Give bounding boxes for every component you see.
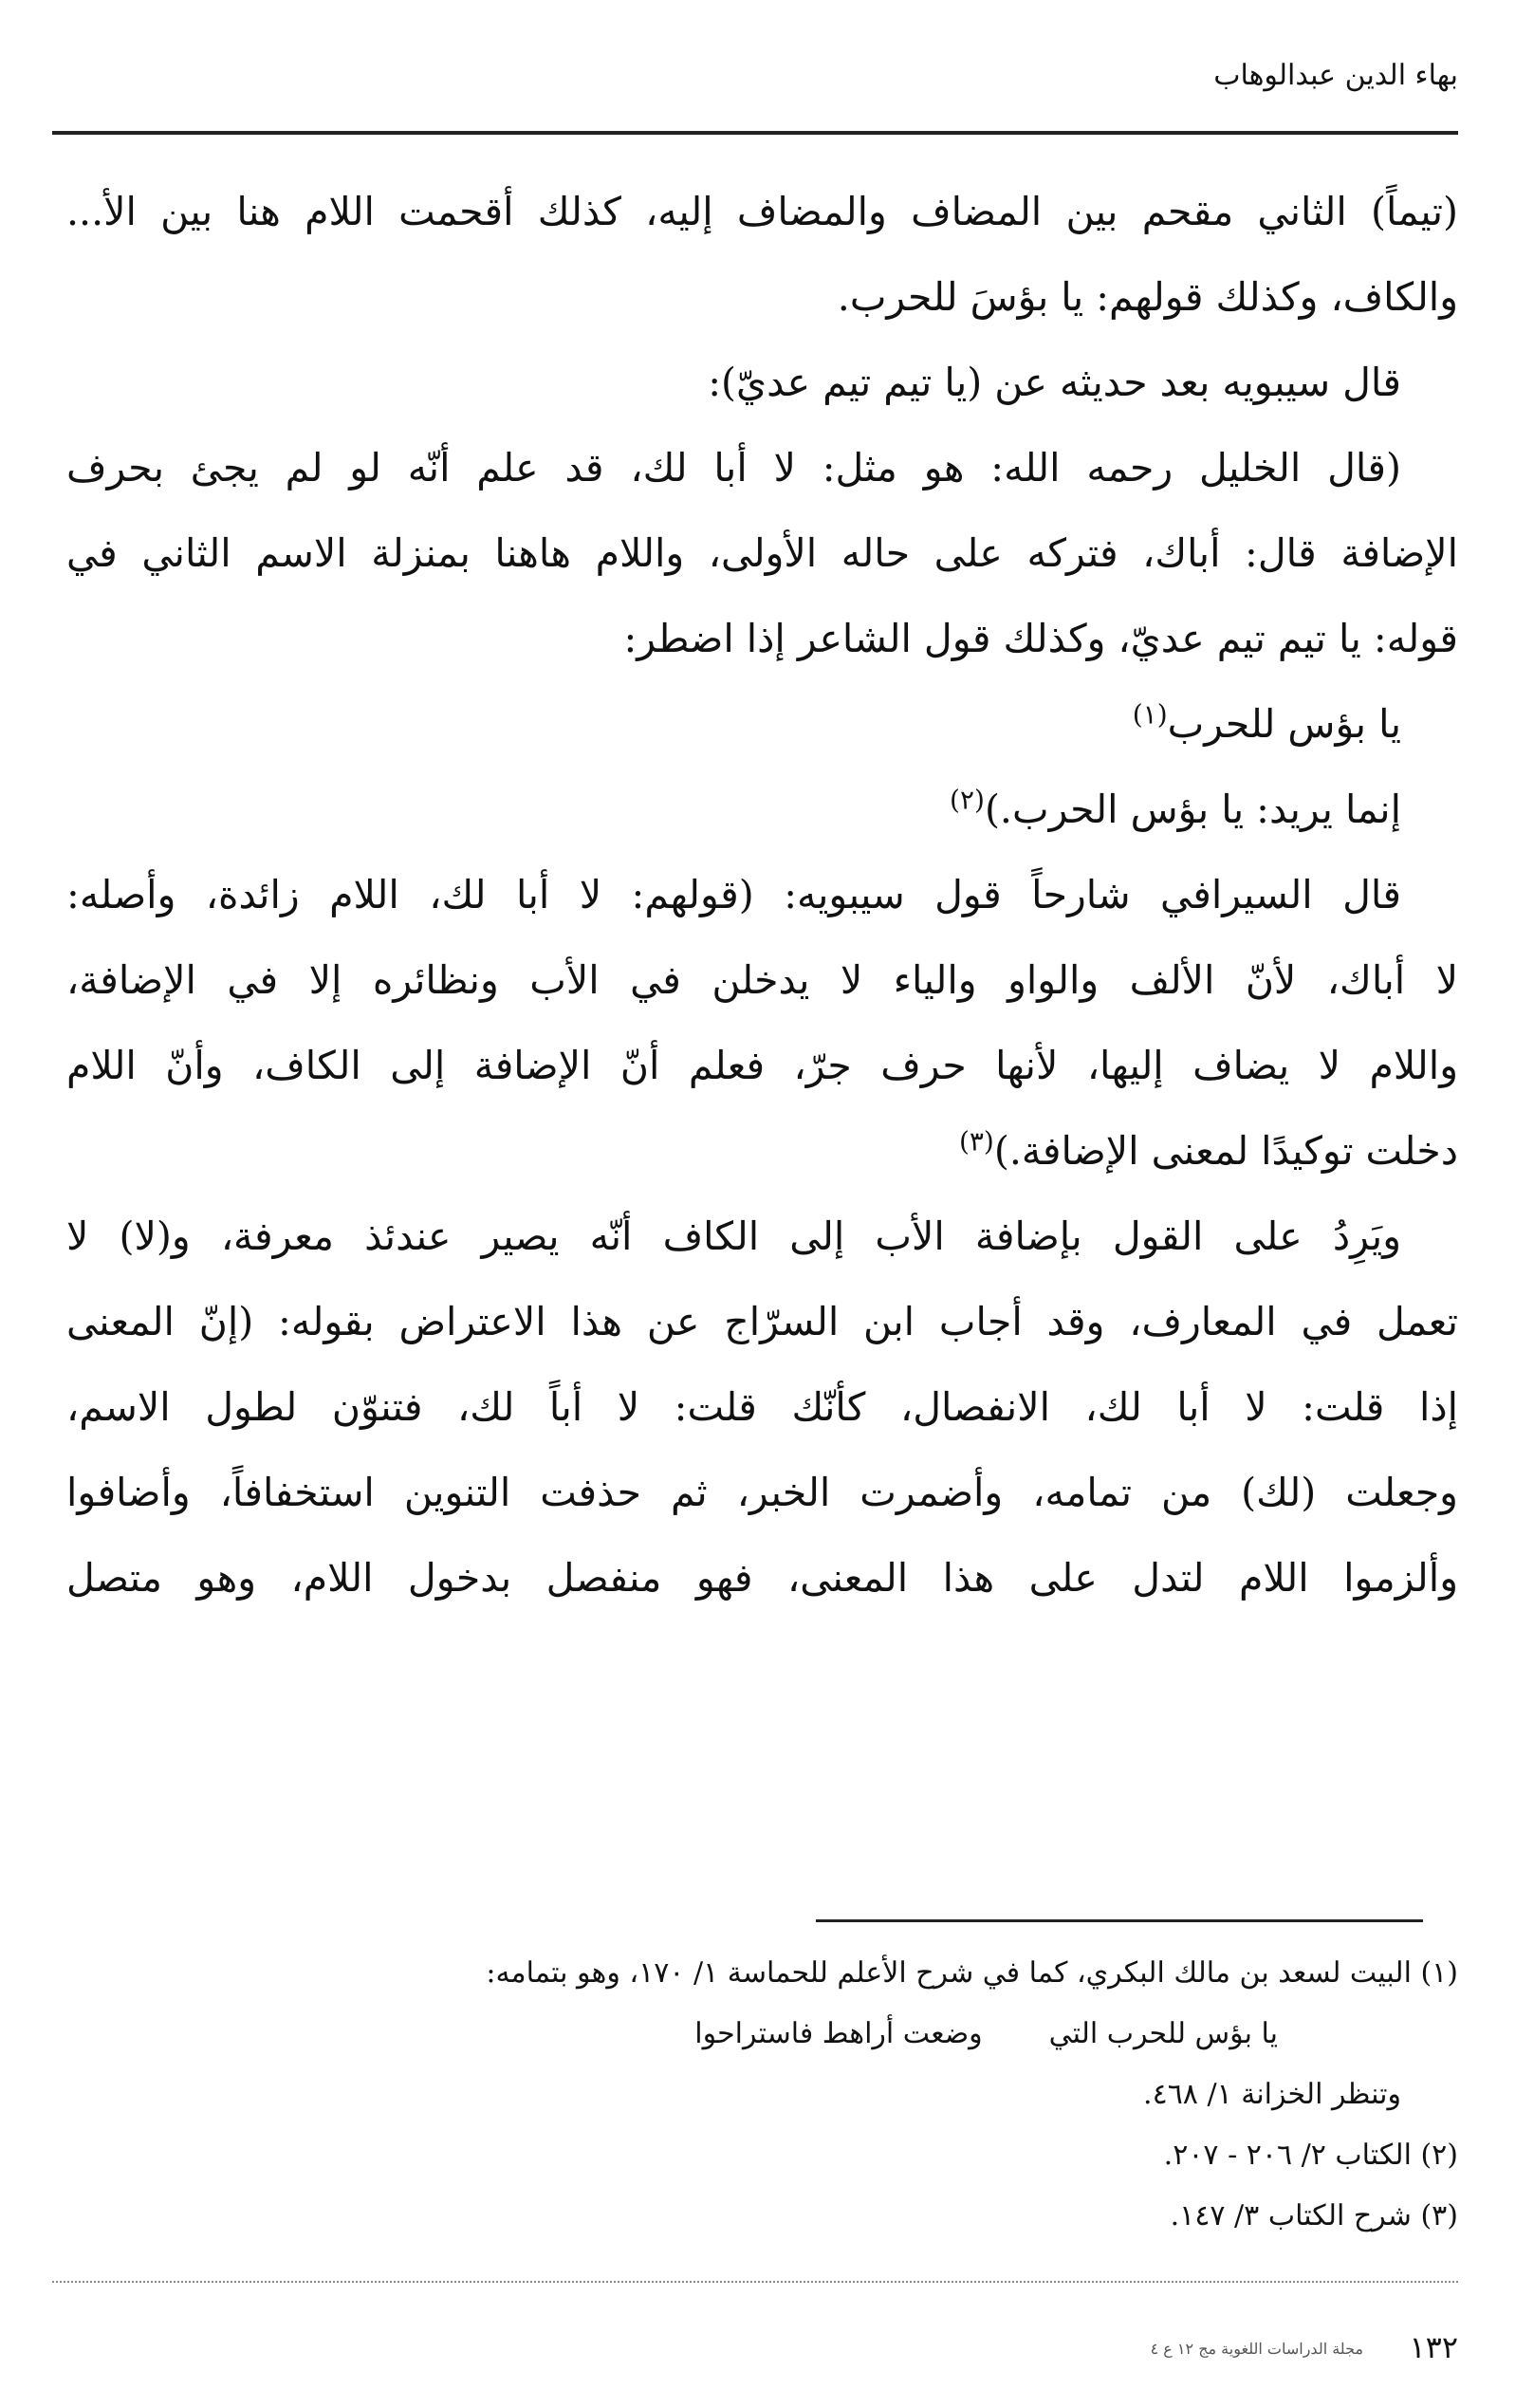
footnote-ref-1[interactable]: (١) xyxy=(1132,698,1168,731)
footnote-1-verse xyxy=(190,2004,1458,2065)
text-line: إنما يريد: يا بؤس الحرب.)$^{(٢)}$ xyxy=(950,784,1401,832)
text-line: قال سيبويه بعد حديثه عن (يا تيم تيم عديّ): xyxy=(708,360,1401,405)
text-line: (تيماً) الثاني مقحم بين المضاف والمضاف إليه، كذلك أقحمت اللام هنا بين الأ... xyxy=(66,189,1458,234)
text-line: واللام لا يضاف إليها، لأنها حرف جرّ، فعلم أنّ الإضافة إلى الكاف، وأنّ اللام xyxy=(66,1043,1458,1088)
verse-second-hemistich: وضعت أراهط فاستراحوا xyxy=(694,2017,983,2050)
text-line: تعمل في المعارف، وقد أجاب ابن السرّاج عن هذا الاعتراض بقوله: (إنّ المعنى xyxy=(66,1299,1458,1344)
text-line: لا أباك، لأنّ الألف والواو والياء لا يدخلن في الأب ونظائره إلا في الإضافة، xyxy=(66,957,1458,1003)
header-rule xyxy=(52,131,1458,135)
footnote-1-continuation: وتنظر الخزانة ١/ ٤٦٨. xyxy=(1143,2078,1401,2111)
footnotes xyxy=(190,1943,1458,2247)
main-text xyxy=(66,169,1458,1621)
text-line: إذا قلت: لا أبا لك، الانفصال، كأنّك قلت: لا أباً لك، فتنوّن لطول الاسم، xyxy=(66,1384,1458,1430)
journal-citation: مجلة الدراسات اللغوية مج ١٢ ع ٤ xyxy=(1150,2340,1363,2358)
text-line: يا بؤس للحرب$^{(١)}$ xyxy=(1132,698,1401,747)
text-line: وجعلت (لك) من تمامه، وأضمرت الخبر، ثم حذفت التنوين استخفافاً، وأضافوا xyxy=(66,1470,1458,1515)
text-line: والكاف، وكذلك قولهم: يا بؤسَ للحرب. xyxy=(837,274,1458,320)
footnote-ref-2[interactable]: (٢) xyxy=(950,784,985,816)
text-line: ويَرِدُ على القول بإضافة الأب إلى الكاف أنّه يصير عندئذ معرفة، و(لا) لا xyxy=(66,1213,1401,1259)
footer-rule xyxy=(52,2281,1458,2283)
text-line: دخلت توكيدًا لمعنى الإضافة.)$^{(٣)}$ xyxy=(958,1125,1458,1174)
footnote-3: (٣) شرح الكتاب ٣/ ١٤٧. xyxy=(1170,2199,1458,2232)
text-line: الإضافة قال: أباك، فتركه على حاله الأولى، واللام هاهنا بمنزلة الاسم الثاني في xyxy=(66,530,1458,576)
verse-first-hemistich: يا بؤس للحرب التي xyxy=(1048,2017,1278,2050)
text-line: قوله: يا تيم تيم عديّ، وكذلك قول الشاعر إذا اضطر: xyxy=(623,616,1458,661)
text-line: قال السيرافي شارحاً قول سيبويه: (قولهم: لا أبا لك، اللام زائدة، وأصله: xyxy=(66,872,1401,917)
footnote-1: (١) البيت لسعد بن مالك البكري، كما في شرح الأعلم للحماسة ١/ ١٧٠، وهو بتمامه: xyxy=(486,1956,1458,1990)
footnote-separator xyxy=(816,1919,1423,1922)
text-line: (قال الخليل رحمه الله: هو مثل: لا أبا لك، قد علم أنّه لو لم يجئ بحرف xyxy=(66,445,1401,491)
text-line: وألزموا اللام لتدل على هذا المعنى، فهو منفصل بدخول اللام، وهو متصل xyxy=(66,1555,1458,1601)
footnote-ref-3[interactable]: (٣) xyxy=(958,1125,994,1158)
page-number: ١٣٢ xyxy=(1409,2329,1458,2365)
footnote-2: (٢) الكتاب ٢/ ٢٠٦ - ٢٠٧. xyxy=(1163,2139,1458,2172)
running-title: بهاء الدين عبدالوهاب xyxy=(1213,59,1458,92)
